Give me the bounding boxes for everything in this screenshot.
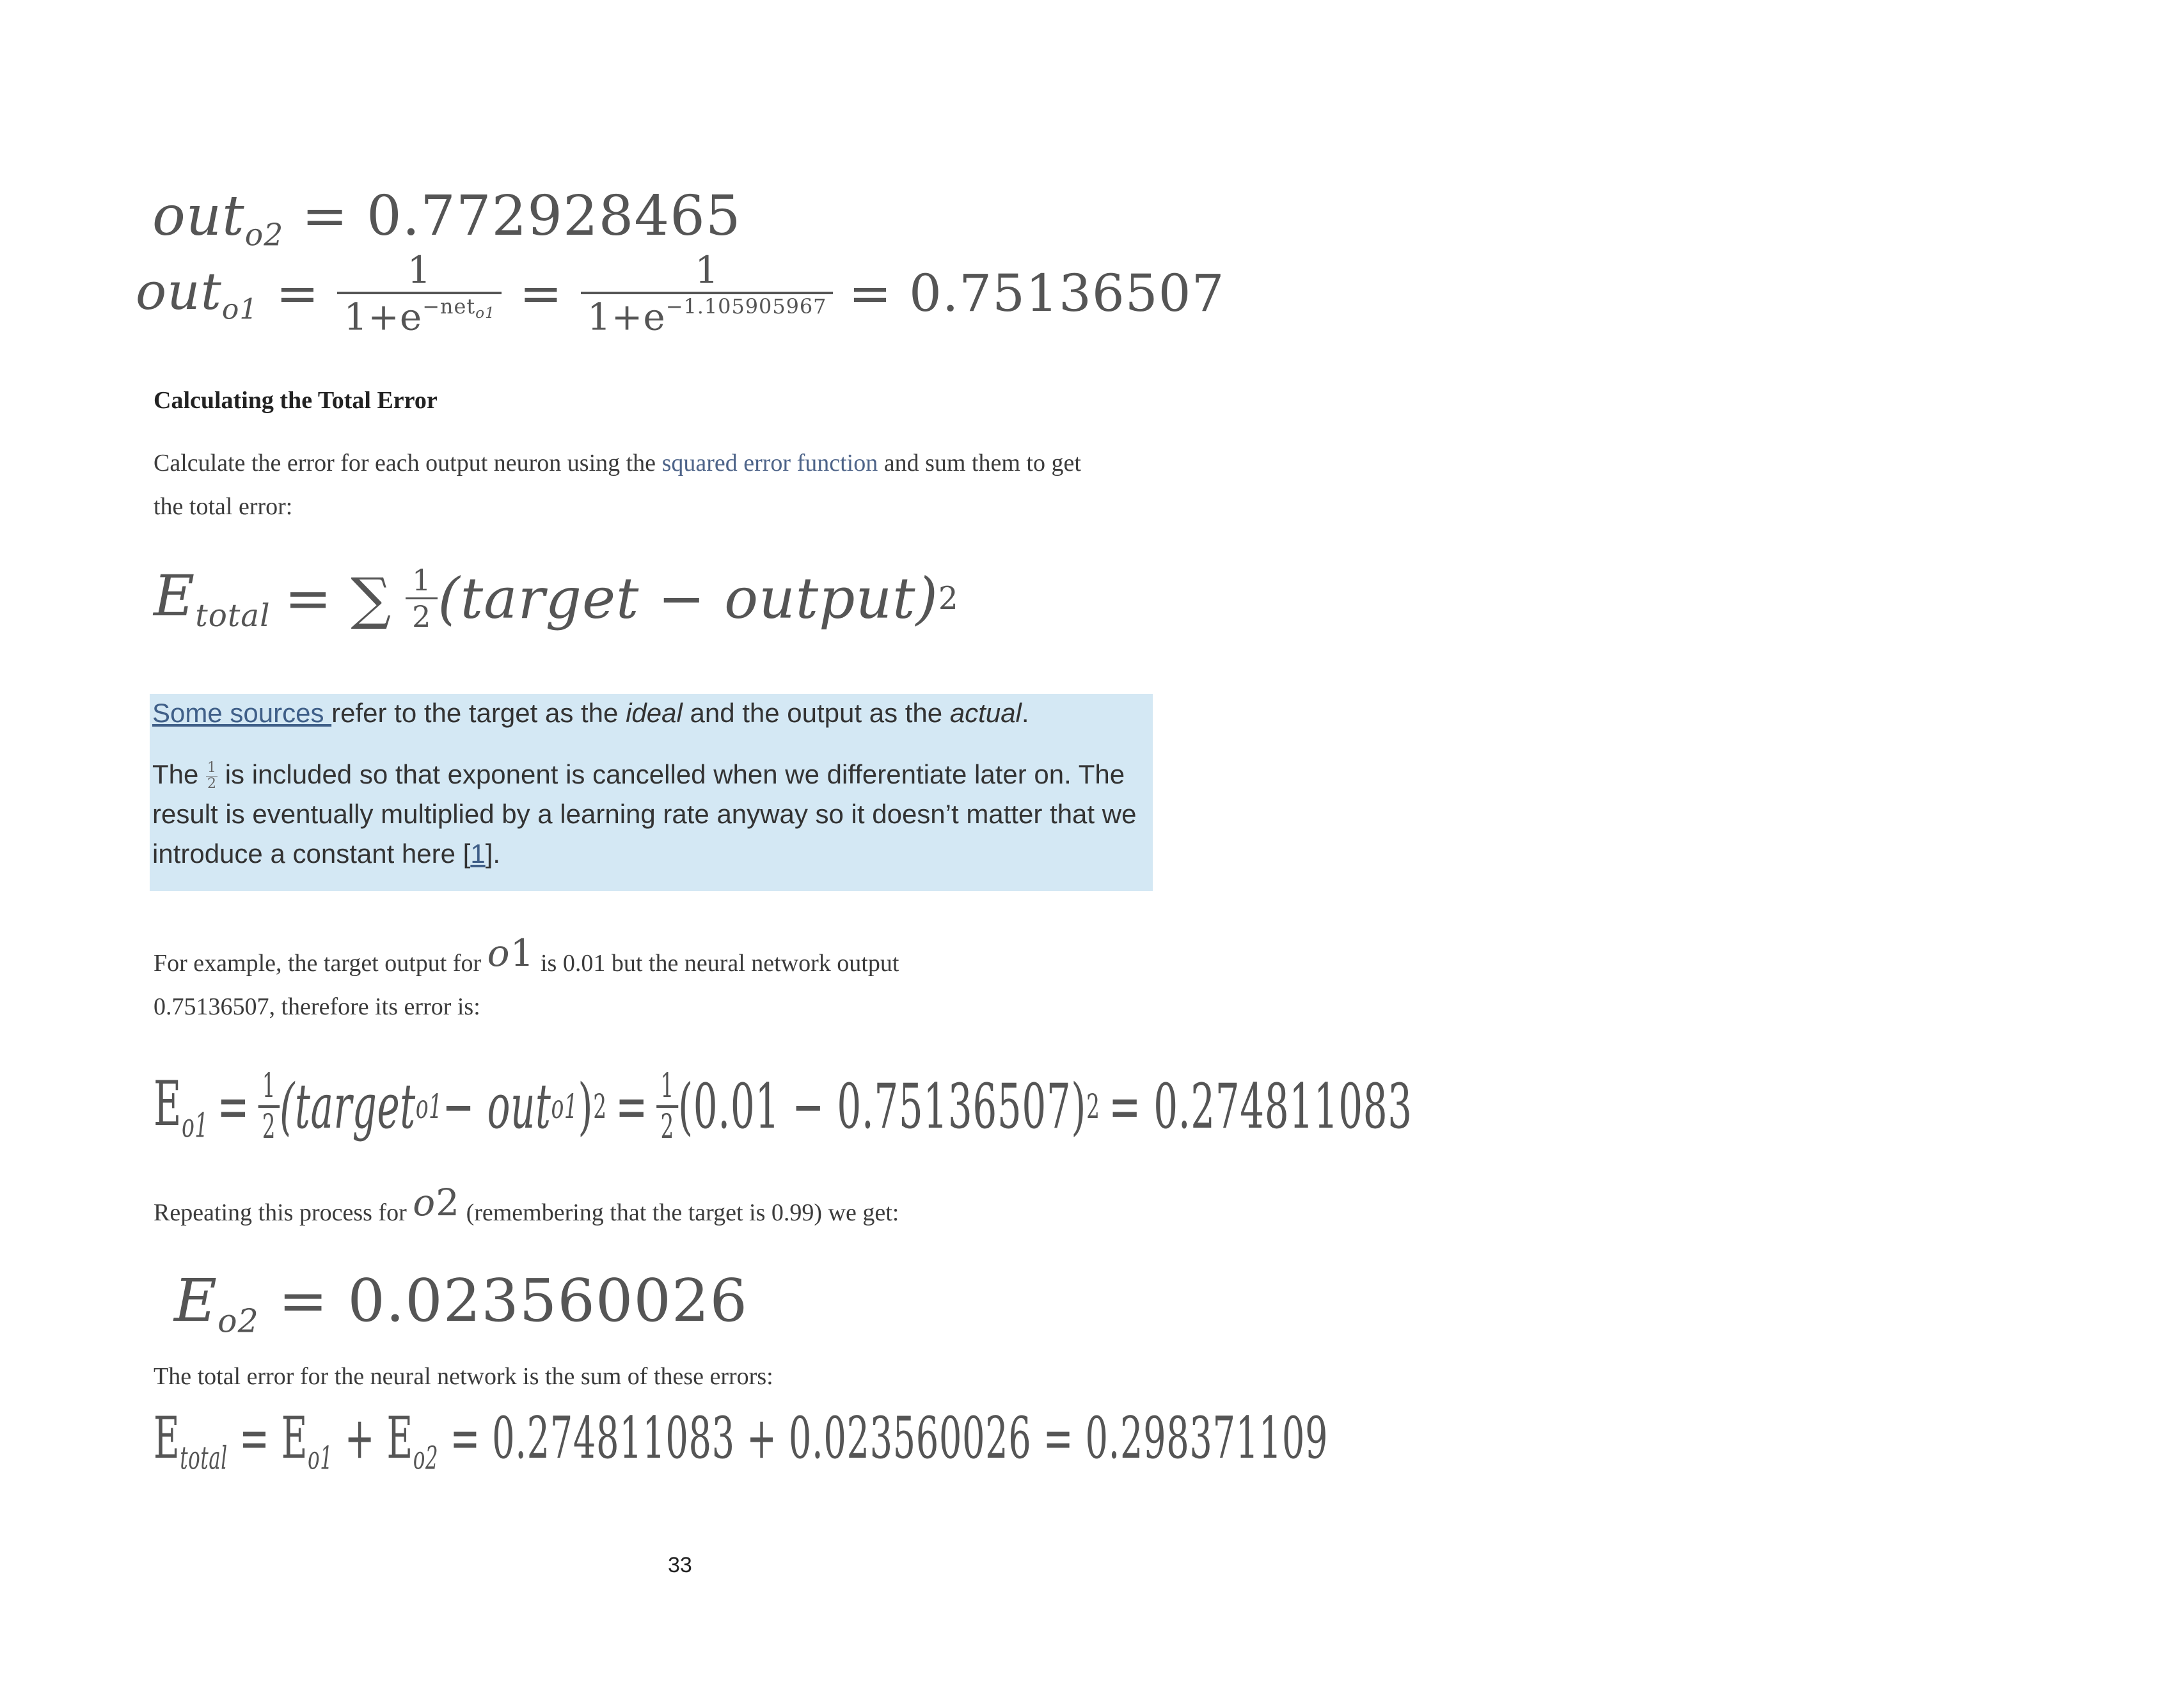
example-text-line2: 0.75136507, therefore its error is: [154, 993, 480, 1020]
eq-subscript: o2 [218, 1302, 259, 1340]
eq-subscript: total [195, 597, 271, 634]
eq-text: − out [442, 1071, 551, 1142]
eq-text: out [136, 261, 222, 321]
eq-subscript: total [180, 1439, 228, 1477]
fraction-half [656, 1067, 678, 1146]
eq-text: E [154, 1405, 180, 1472]
equation-total-sum [154, 1405, 2048, 1476]
fraction-denominator [337, 292, 502, 339]
eq-text: ) [578, 1071, 594, 1142]
eq-value: = 0.274811083 [1109, 1071, 1412, 1142]
fraction-half [206, 761, 218, 792]
eq-text: E [174, 1266, 218, 1335]
eq-text: 1+e [344, 295, 423, 339]
o1-symbol [487, 931, 535, 975]
eq-superscript: −net [422, 294, 476, 319]
eq-value: = 0.023560026 [278, 1266, 748, 1335]
eq-text: (target − output) [438, 565, 938, 631]
eq-subscript: o1 [182, 1106, 209, 1146]
note-line: . [1021, 698, 1029, 728]
eq-value: = 0.772928465 [301, 184, 741, 248]
fraction [581, 248, 834, 339]
example-paragraph [154, 931, 1177, 1029]
eq-subscript: 1 [510, 931, 535, 975]
fraction-numerator: 1 [262, 1067, 276, 1105]
equation-out-o1 [136, 248, 1224, 339]
eq-superscript: 2 [1086, 1087, 1100, 1126]
intro-text: Calculate the error for each output neuron using the [154, 450, 662, 477]
eq-text: (0.01 − 0.75136507) [677, 1071, 1087, 1142]
eq-superscript: 2 [593, 1087, 607, 1126]
equation-e-o1 [154, 1067, 2184, 1156]
eq-subscript: o1 [308, 1439, 333, 1477]
eq-text: E [154, 563, 196, 629]
eq-subscript: o1 [475, 304, 495, 322]
fraction-denominator: 2 [258, 1105, 280, 1146]
eq-subscript: o1 [551, 1087, 578, 1126]
fraction-denominator: 2 [406, 597, 438, 634]
equation-e-o2 [174, 1266, 748, 1340]
eq-text: E [154, 1068, 182, 1140]
fraction-numerator: 1 [695, 248, 720, 292]
fraction-denominator [581, 292, 834, 339]
eq-superscript: 2 [938, 580, 959, 617]
eq-equals: = ∑ [284, 565, 392, 631]
eq-equals: = [615, 1071, 648, 1142]
eq-superscript: −1.105905967 [665, 294, 827, 319]
fraction-denominator: 2 [656, 1105, 678, 1146]
eq-subscript: o1 [415, 1087, 443, 1126]
eq-equals: = [276, 264, 320, 324]
intro-text-line2: the total error: [154, 493, 293, 520]
eq-equals: = [519, 264, 563, 324]
note-line: introduce a constant here [ [152, 839, 471, 869]
note-emphasis: actual [949, 698, 1022, 728]
o2-symbol [413, 1181, 460, 1224]
fraction-numerator: 1 [207, 760, 217, 777]
eq-text: out [152, 184, 245, 248]
eq-subscript: o2 [244, 217, 284, 253]
eq-equals: = [217, 1071, 249, 1142]
eq-subscript: o2 [413, 1439, 439, 1477]
fraction-denominator: 2 [207, 776, 217, 792]
note-line: refer to the target as the [331, 698, 626, 728]
fraction-half [258, 1067, 280, 1146]
repeat-text: Repeating this process for [154, 1199, 413, 1226]
eq-text: o [413, 1181, 436, 1224]
note-line: ]. [485, 839, 501, 869]
fraction-half [406, 563, 438, 634]
repeat-paragraph [154, 1181, 1177, 1234]
eq-value: = 0.75136507 [848, 264, 1225, 324]
total-sentence: The total error for the neural network is the sum of these errors: [154, 1363, 773, 1390]
eq-text: 1+e [587, 295, 666, 339]
note-line: result is eventually multiplied by a learning rate anyway so it doesn’t matter that we [152, 799, 1137, 829]
eq-value: = 0.274811083 + 0.023560026 = 0.298371109 [438, 1405, 1329, 1472]
eq-subscript: 2 [436, 1181, 461, 1224]
equation-out-o2 [152, 184, 741, 253]
equation-total-definition [154, 563, 959, 634]
note-text [152, 693, 1163, 874]
some-sources-link[interactable]: Some sources [152, 698, 332, 728]
intro-text: and sum them to get [878, 450, 1081, 477]
eq-text: (target [280, 1071, 416, 1142]
reference-link[interactable]: 1 [470, 839, 486, 869]
example-text: is 0.01 but the neural network output [534, 950, 899, 977]
section-heading: Calculating the Total Error [154, 387, 438, 414]
note-emphasis: ideal [626, 698, 683, 728]
note-line: and the output as the [682, 698, 950, 728]
eq-text: = E [239, 1405, 308, 1472]
example-text: For example, the target output for [154, 950, 487, 977]
eq-text: + E [333, 1405, 413, 1472]
note-line: is included so that exponent is cancelled when we differentiate later on. The [218, 759, 1125, 789]
eq-text: o [487, 931, 510, 975]
squared-error-link[interactable]: squared error function [661, 450, 878, 477]
fraction [337, 248, 502, 339]
eq-subscript: o1 [221, 292, 258, 326]
intro-paragraph [154, 441, 1177, 528]
fraction-numerator: 1 [660, 1067, 674, 1105]
fraction-numerator: 1 [412, 563, 432, 597]
fraction-numerator: 1 [407, 248, 432, 292]
note-line: The [152, 759, 207, 789]
page-number: 33 [668, 1553, 692, 1577]
repeat-text: (remembering that the target is 0.99) we get: [460, 1199, 899, 1226]
